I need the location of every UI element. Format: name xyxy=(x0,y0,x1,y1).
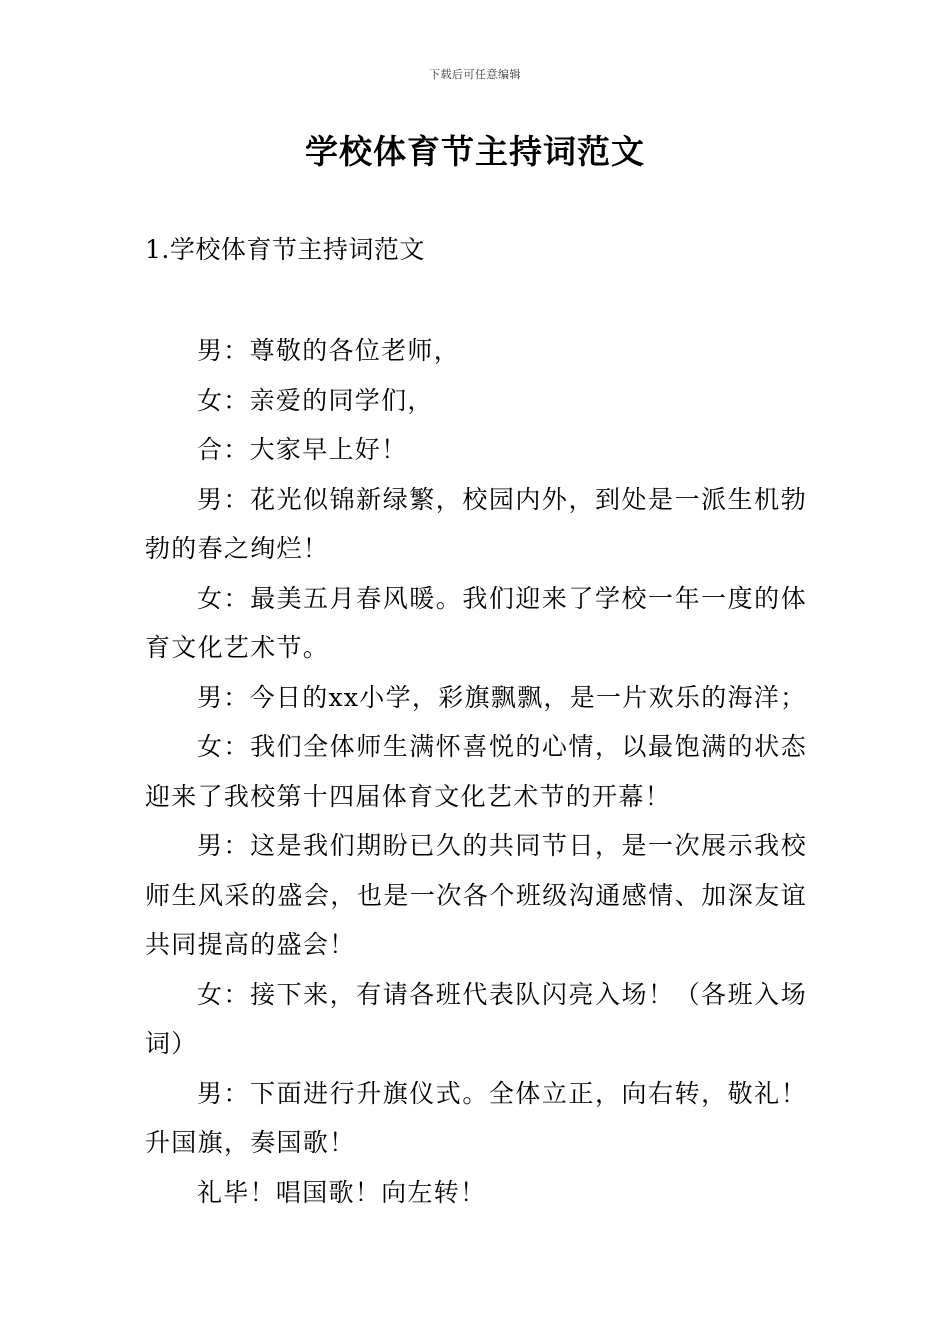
paragraph: 男：花光似锦新绿繁，校园内外，到处是一派生机勃勃的春之绚烂！ xyxy=(145,484,807,563)
paragraph: 合：大家早上好！ xyxy=(197,435,408,464)
paragraph: 男：这是我们期盼已久的共同节日，是一次展示我校师生风采的盛会，也是一次各个班级沟通感情、加深友谊共同提高的盛会！ xyxy=(145,831,807,959)
paragraph: 女：我们全体师生满怀喜悦的心情，以最饱满的状态迎来了我校第十四届体育文化艺术节的开幕！ xyxy=(145,732,807,811)
paragraph: 女：接下来，有请各班代表队闪亮入场！（各班入场词） xyxy=(145,979,807,1058)
paragraph: 礼毕！唱国歌！向左转！ xyxy=(197,1177,487,1207)
header-note: 下载后可任意编辑 xyxy=(429,68,521,81)
section-heading: 1.学校体育节主持词范文 xyxy=(145,235,425,264)
paragraph: 男：下面进行升旗仪式。全体立正，向右转，敬礼！升国旗，奏国歌！ xyxy=(145,1078,807,1157)
document-title: 学校体育节主持词范文 xyxy=(305,132,645,171)
paragraph: 男：尊敬的各位老师， xyxy=(197,336,461,365)
paragraph: 男：今日的xx小学，彩旗飘飘，是一片欢乐的海洋； xyxy=(197,682,807,712)
paragraph: 女：亲爱的同学们， xyxy=(197,385,434,415)
paragraph: 女：最美五月春风暖。我们迎来了学校一年一度的体育文化艺术节。 xyxy=(145,583,807,662)
body-text xyxy=(145,326,807,1217)
